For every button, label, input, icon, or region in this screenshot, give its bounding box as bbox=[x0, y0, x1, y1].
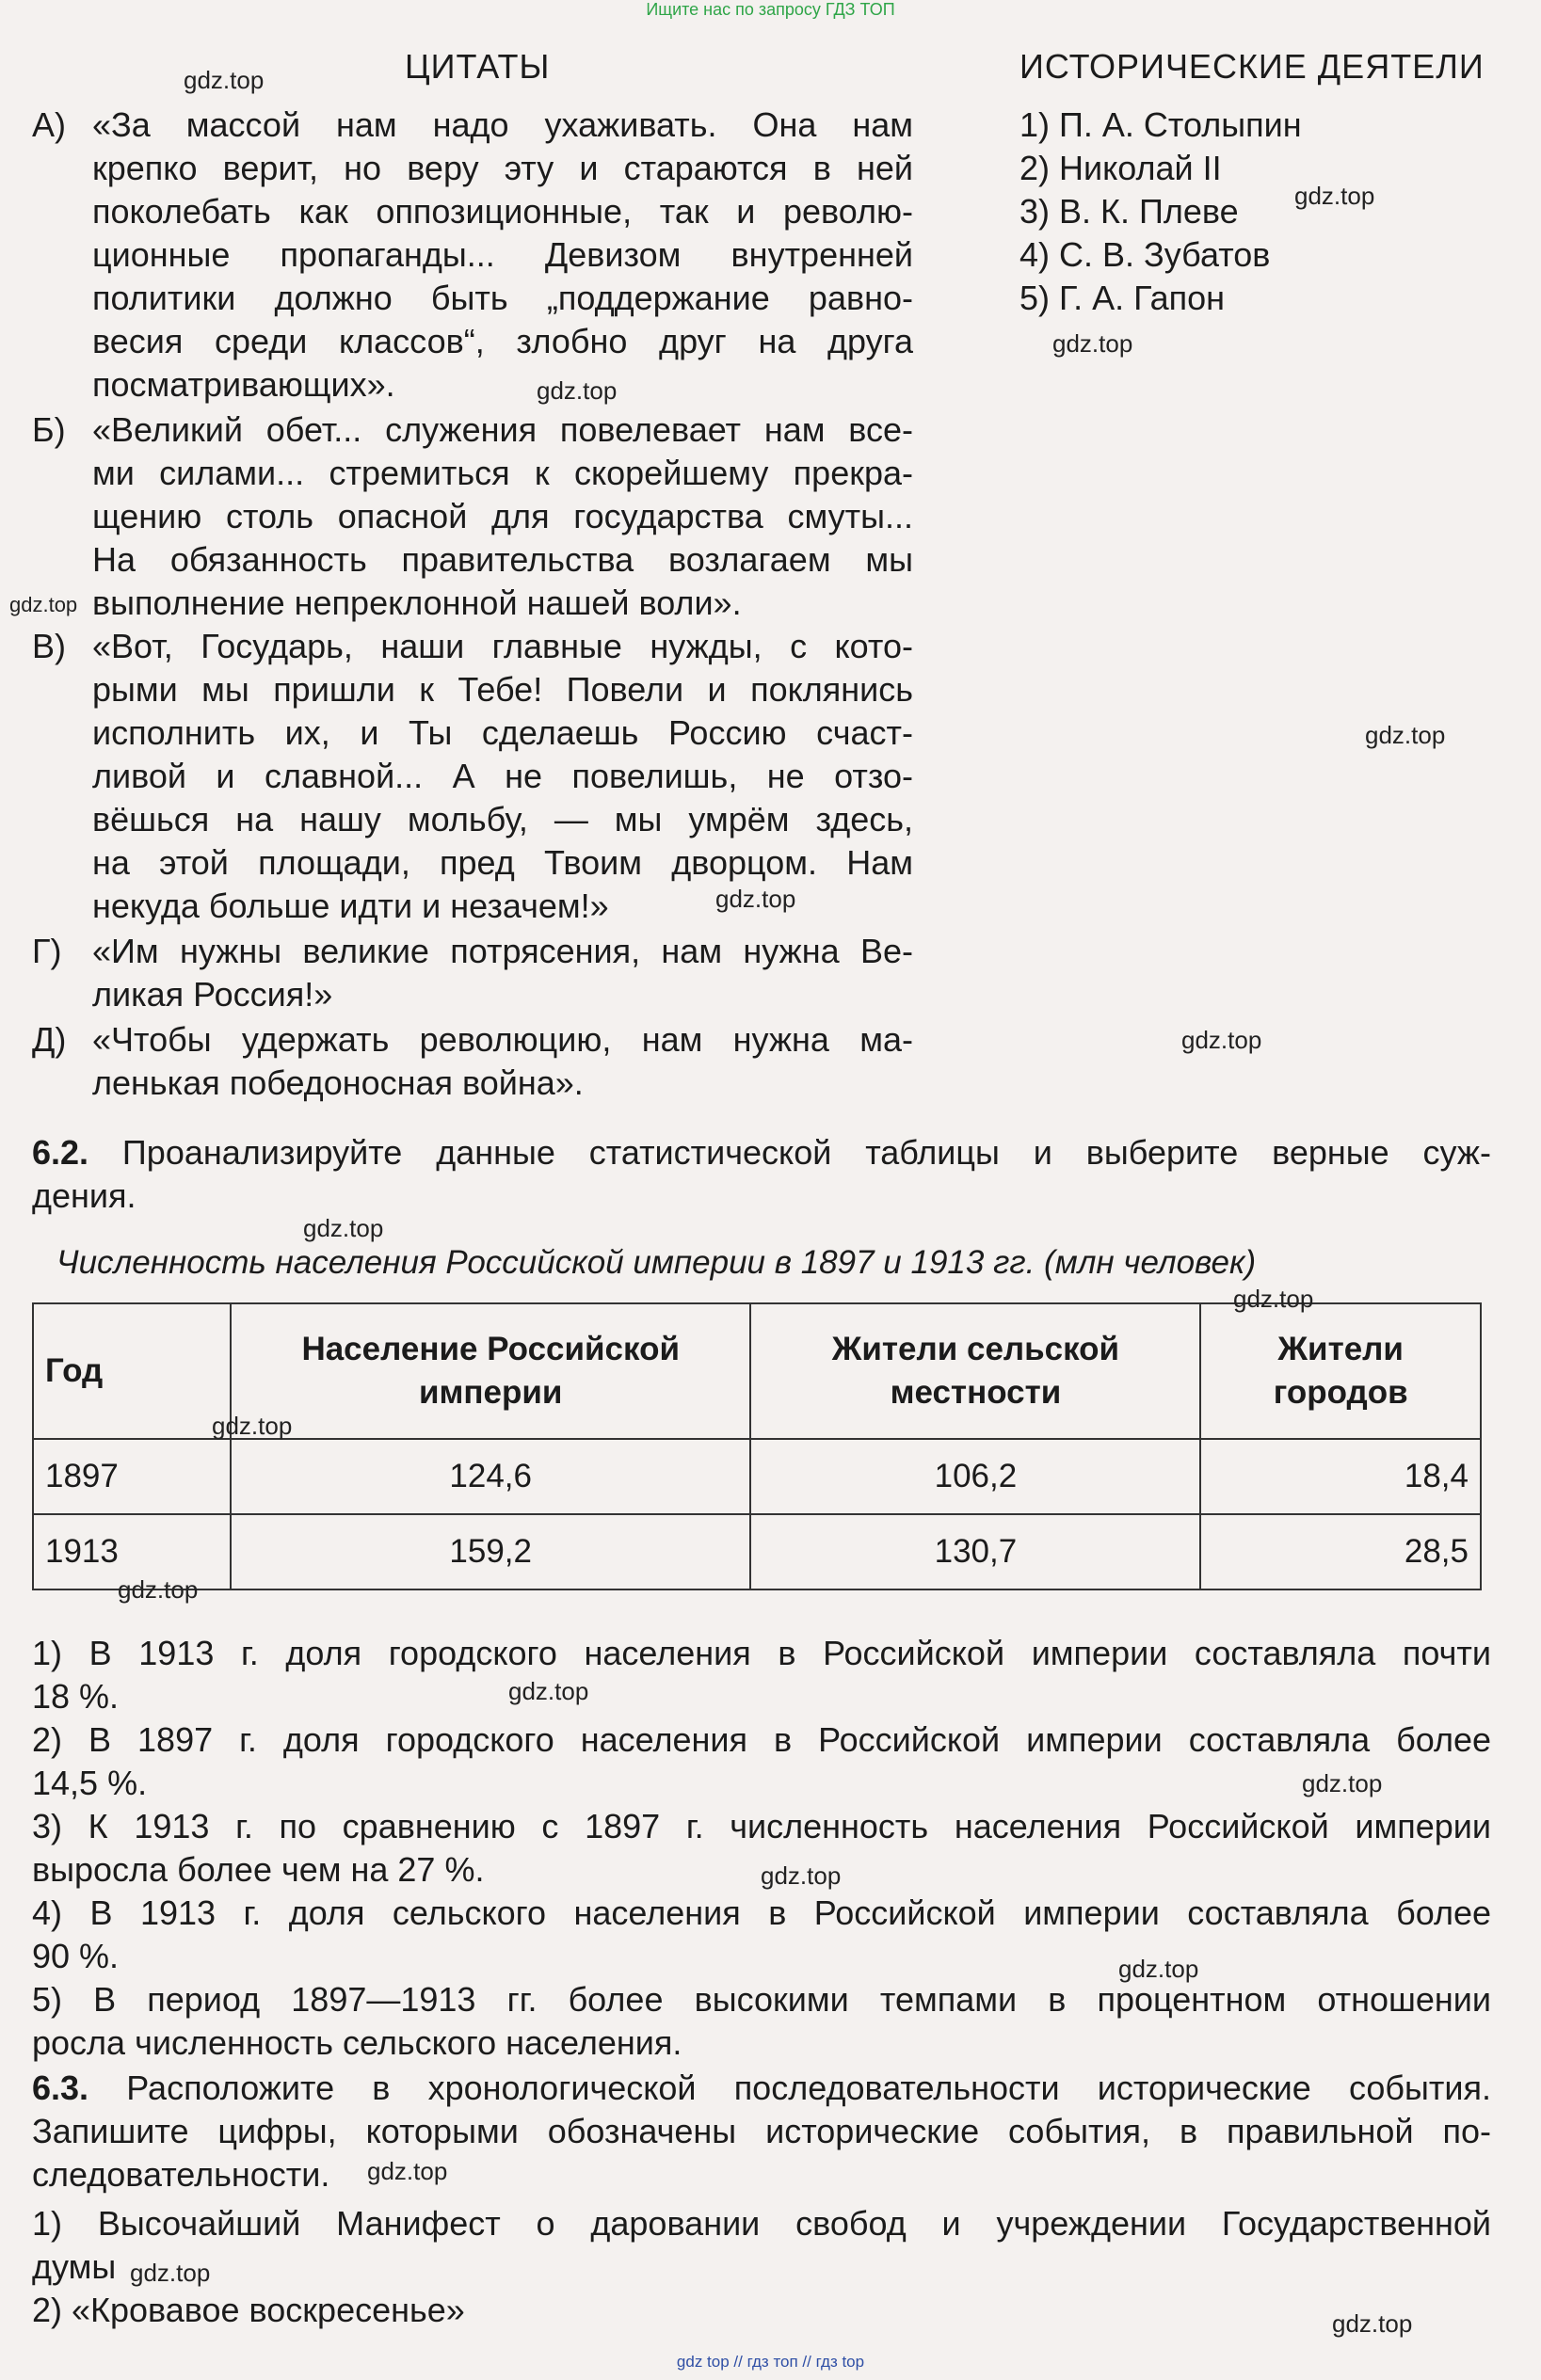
statement-line: 90 %. bbox=[32, 1937, 120, 1975]
statement-line: 2) В 1897 г. доля городского населения в Российской империи составляла более bbox=[32, 1720, 1491, 1759]
cell-population: 159,2 bbox=[231, 1514, 751, 1589]
bottom-banner[interactable]: gdz top // гдз топ // гдз top bbox=[676, 2353, 865, 2371]
quote-line: на этой площади, пред Твоим дворцом. Нам bbox=[92, 843, 913, 882]
task-number: 6.3. bbox=[32, 2069, 89, 2107]
watermark: gdz.top bbox=[1365, 721, 1446, 749]
quote-line: ленькая победоносная война». bbox=[92, 1063, 584, 1102]
quote-line: весия среди классов“, злобно друг на друга bbox=[92, 322, 913, 360]
watermark: gdz.top bbox=[508, 1677, 589, 1705]
quote-text bbox=[92, 1018, 913, 1105]
task-62-text bbox=[32, 1131, 1491, 1218]
event-1 bbox=[32, 2202, 1491, 2289]
task-line: Проанализируйте данные статистической таблицы и выберите верные суж- bbox=[121, 1133, 1491, 1172]
quote-line: ликая Россия!» bbox=[92, 975, 333, 1014]
quote-letter: Д) bbox=[32, 1020, 67, 1059]
figure-item: 1) П. А. Столыпин bbox=[1019, 105, 1302, 144]
quote-letter: Б) bbox=[32, 410, 66, 449]
quote-line: «За массой нам надо ухаживать. Она нам bbox=[92, 105, 913, 144]
statement-5 bbox=[32, 1978, 1491, 2065]
quote-line: политики должно быть „поддержание равно- bbox=[92, 279, 913, 317]
quote-line: поколебать как оппозиционные, так и револю- bbox=[92, 192, 913, 231]
table-row bbox=[33, 1439, 1481, 1514]
header-population: Население Российской империи bbox=[231, 1303, 751, 1439]
quote-line: «Великий обет... служения повелевает нам все- bbox=[92, 410, 913, 449]
quote-v bbox=[32, 625, 913, 928]
statement-line: 3) К 1913 г. по сравнению с 1897 г. численность населения Российской империи bbox=[32, 1807, 1491, 1845]
cell-urban: 28,5 bbox=[1200, 1514, 1481, 1589]
watermark: gdz.top bbox=[118, 1575, 199, 1604]
cell-rural: 106,2 bbox=[750, 1439, 1200, 1514]
watermark: gdz.top bbox=[9, 593, 78, 616]
quote-line: «Им нужны великие потрясения, нам нужна Ве- bbox=[92, 932, 913, 970]
watermark: gdz.top bbox=[1233, 1285, 1314, 1313]
statement-line: 4) В 1913 г. доля сельского населения в Российской империи составляла более bbox=[32, 1893, 1491, 1932]
watermark: gdz.top bbox=[715, 885, 796, 913]
event-line: 1) Высочайший Манифест о даровании свобод и учреждении Государственной bbox=[32, 2204, 1491, 2243]
figures-list bbox=[1019, 104, 1302, 320]
top-banner[interactable]: Ищите нас по запросу ГДЗ ТОП bbox=[646, 0, 895, 19]
watermark: gdz.top bbox=[1332, 2309, 1413, 2338]
quote-line: щению столь опасной для государства смуты... bbox=[92, 497, 913, 535]
quote-text bbox=[92, 930, 913, 1016]
quote-text bbox=[92, 625, 913, 928]
quote-line: «Вот, Государь, наши главные нужды, с кото- bbox=[92, 627, 913, 665]
quote-line: вёшься на нашу мольбу, — мы умрём здесь, bbox=[92, 800, 913, 839]
task-number: 6.2. bbox=[32, 1133, 89, 1172]
statement-line: выросла более чем на 27 %. bbox=[32, 1850, 485, 1889]
figure-item: 2) Николай II bbox=[1019, 149, 1222, 187]
statement-2 bbox=[32, 1718, 1491, 1805]
table-caption: Численность населения Российской империи в 1897 и 1913 гг. (млн человек) bbox=[56, 1244, 1257, 1281]
quote-g bbox=[32, 930, 913, 1016]
statement-line: 18 %. bbox=[32, 1677, 120, 1716]
quote-letter: В) bbox=[32, 627, 66, 665]
quote-line: исполнить их, и Ты сделаешь Россию счаст- bbox=[92, 713, 913, 752]
population-table bbox=[32, 1302, 1482, 1590]
statement-line: 1) В 1913 г. доля городского населения в Российской империи составляла почти bbox=[32, 1634, 1491, 1672]
watermark: gdz.top bbox=[303, 1214, 384, 1242]
statement-line: 14,5 %. bbox=[32, 1764, 148, 1802]
task-63-text bbox=[32, 2067, 1491, 2196]
watermark: gdz.top bbox=[1294, 182, 1375, 210]
cell-rural: 130,7 bbox=[750, 1514, 1200, 1589]
figure-item: 4) С. В. Зубатов bbox=[1019, 235, 1271, 274]
task-line: Расположите в хронологической последовательности исторические события. bbox=[126, 2069, 1491, 2107]
header-urban: Жители городов bbox=[1200, 1303, 1481, 1439]
quote-line: На обязанность правительства возлагаем мы bbox=[92, 540, 913, 579]
watermark: gdz.top bbox=[1302, 1769, 1383, 1797]
header-year: Год bbox=[33, 1303, 231, 1439]
figure-item: 3) В. К. Плеве bbox=[1019, 192, 1239, 231]
watermark: gdz.top bbox=[1181, 1026, 1262, 1054]
quote-line: ми силами... стремиться к скорейшему прекра- bbox=[92, 454, 913, 492]
quote-line: крепко верит, но веру эту и стараются в ней bbox=[92, 149, 913, 187]
quote-line: ливой и славной... А не повелишь, не отзо- bbox=[92, 757, 913, 795]
quote-a bbox=[32, 104, 913, 407]
quote-line: некуда больше идти и незачем!» bbox=[92, 887, 609, 925]
table-row bbox=[33, 1514, 1481, 1589]
watermark: gdz.top bbox=[184, 66, 265, 94]
quote-line: посматривающих». bbox=[92, 365, 395, 404]
watermark: gdz.top bbox=[537, 376, 618, 405]
quote-line: «Чтобы удержать революцию, нам нужна ма- bbox=[92, 1020, 913, 1059]
watermark: gdz.top bbox=[130, 2259, 211, 2287]
quote-letter: Г) bbox=[32, 932, 62, 970]
task-line: Запишите цифры, которыми обозначены исторические события, в правильной по- bbox=[32, 2112, 1491, 2150]
quotes-header: ЦИТАТЫ bbox=[405, 47, 551, 86]
watermark: gdz.top bbox=[761, 1861, 842, 1890]
event-line: 2) «Кровавое воскресенье» bbox=[32, 2291, 465, 2329]
watermark: gdz.top bbox=[212, 1412, 293, 1440]
statement-line: росла численность сельского населения. bbox=[32, 2023, 682, 2062]
quote-letter: А) bbox=[32, 105, 66, 144]
cell-population: 124,6 bbox=[231, 1439, 751, 1514]
quote-text bbox=[92, 104, 913, 407]
quote-d bbox=[32, 1018, 913, 1105]
watermark: gdz.top bbox=[1118, 1955, 1199, 1983]
event-line: думы bbox=[32, 2247, 117, 2286]
event-2 bbox=[32, 2289, 1491, 2332]
cell-year: 1913 bbox=[33, 1514, 231, 1589]
cell-urban: 18,4 bbox=[1200, 1439, 1481, 1514]
quote-line: рыми мы пришли к Тебе! Повели и поклянись bbox=[92, 670, 913, 709]
task-line: следовательности. bbox=[32, 2155, 330, 2194]
quote-line: ционные пропаганды... Девизом внутренней bbox=[92, 235, 913, 274]
task-line: дения. bbox=[32, 1176, 136, 1215]
figures-header: ИСТОРИЧЕСКИЕ ДЕЯТЕЛИ bbox=[1019, 47, 1485, 86]
header-rural: Жители сельской местности bbox=[750, 1303, 1200, 1439]
quote-text bbox=[92, 408, 913, 625]
watermark: gdz.top bbox=[1052, 329, 1133, 358]
figure-item: 5) Г. А. Гапон bbox=[1019, 279, 1226, 317]
statement-line: 5) В период 1897—1913 гг. более высокими темпами в процентном отношении bbox=[32, 1980, 1491, 2019]
quote-b bbox=[32, 408, 913, 625]
watermark: gdz.top bbox=[367, 2157, 448, 2185]
cell-year: 1897 bbox=[33, 1439, 231, 1514]
statement-1 bbox=[32, 1632, 1491, 1718]
statement-4 bbox=[32, 1892, 1491, 1978]
quote-line: выполнение непреклонной нашей воли». bbox=[92, 583, 742, 622]
